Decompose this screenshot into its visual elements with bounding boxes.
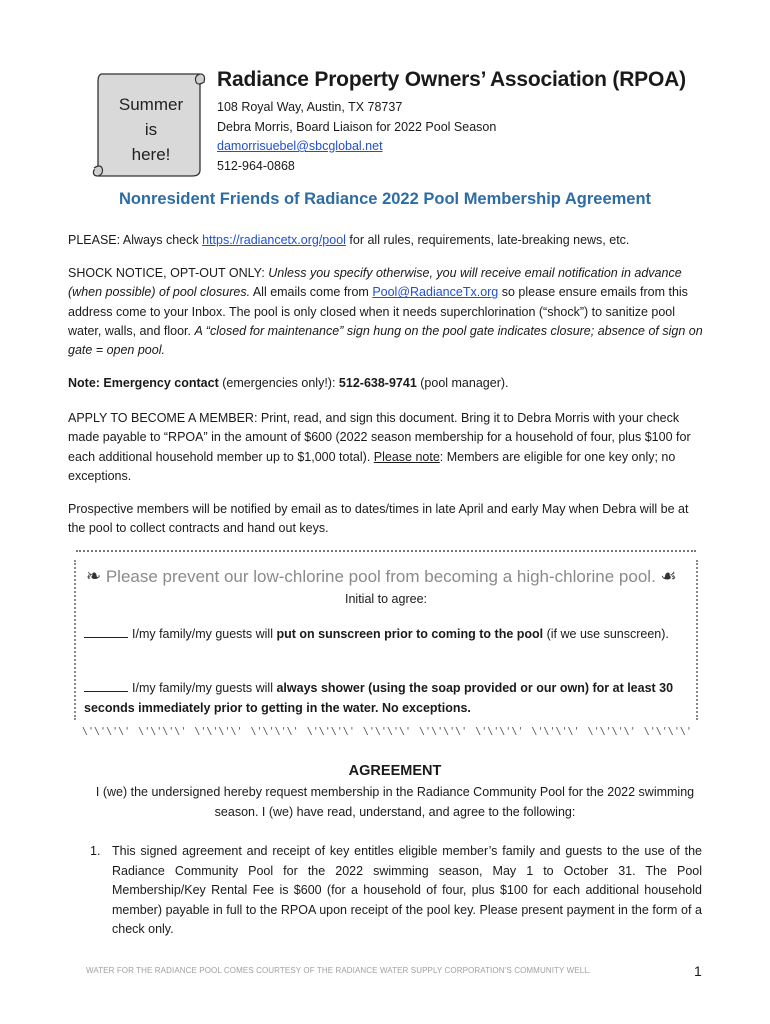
ornament-left-icon: ❧	[86, 566, 102, 586]
summer-scroll-banner	[88, 66, 206, 184]
emergency-paragraph	[68, 374, 704, 393]
shock-lead: SHOCK NOTICE, OPT-OUT ONLY:	[68, 266, 269, 280]
emergency-mid: (emergencies only!):	[218, 376, 339, 390]
box-border-top	[76, 550, 696, 558]
initial-label: Initial to agree:	[345, 592, 427, 606]
box-border-left	[74, 560, 80, 720]
chlorine-plea	[86, 566, 696, 587]
pool-email-link[interactable]: Pool@RadianceTx.org	[372, 285, 499, 300]
page-number: 1	[694, 963, 702, 979]
document-title: Nonresident Friends of Radiance 2022 Pool Membership Agreement	[118, 190, 652, 208]
please-prefix: PLEASE: Always check	[68, 233, 203, 247]
plea-text: Please prevent our low-chlorine pool from becoming a high-chlorine pool.	[105, 567, 656, 586]
emergency-label: Note: Emergency contact	[68, 376, 219, 390]
org-address: 108 Royal Way, Austin, TX 78737	[217, 100, 403, 114]
rules-link[interactable]: https://radiancetx.org/pool	[202, 233, 346, 247]
item-1-number: 1.	[90, 844, 101, 858]
apply-text: APPLY TO BECOME A MEMBER: Print, read, and sign this document. Bring it to Debra Morris with your check made payable to “RPOA” in the amount of $600 (2022 season membership for a household of four, plus $100 for each additional household member up to $1,000 total).	[68, 411, 691, 464]
box-border-right	[696, 560, 702, 720]
box-border-bottom: \'\'\'\' \'\'\'\' \'\'\'\' \'\'\'\' \'\'\'\' \'\'\'\' \'\'\'\' \'\'\'\' \'\'\'\' \'\'\'\' \'\'\'\'	[82, 726, 692, 737]
shower-initial-field[interactable]	[84, 680, 128, 692]
pledge1-pre: I/my family/my guests will	[132, 627, 277, 641]
pledge2-bold: always shower (using the soap provided or our own) for at least 30 seconds immediately prior to getting in the water. No exceptions.	[84, 681, 674, 715]
prospective-paragraph: Prospective members will be notified by email as to dates/times in late April and early May when Debra will be at the pool to collect contracts and hand out keys.	[68, 502, 689, 536]
ornament-right-icon: ☙	[660, 566, 677, 586]
emergency-phone: 512-638-9741	[338, 376, 417, 390]
shock-italic-1: Unless you specify otherwise, you will receive email notification in advance (when possible) of pool closures.	[68, 266, 682, 300]
apply-paragraph	[68, 409, 704, 486]
letterhead	[217, 68, 737, 176]
shock-rest: so please ensure emails from this address come to your Inbox. The pool is only closed when it needs superchlorination (“shock”) to sanitize pool water, walls, and floor.	[68, 285, 688, 338]
scroll-line-2: is	[144, 120, 158, 139]
scroll-line-1: Summer	[118, 95, 184, 114]
item-1-text: This signed agreement and receipt of key entitles eligible member’s family and guests to the use of the Radiance Community Pool for the 2022 swimming season, May 1 to October 31. The Pool Membership/Key Rental Fee is $600 (for a household of four, plus $100 for each additional household member) payable in full to the RPOA upon receipt of the pool key. Please present payment in the form of a check only.	[112, 844, 702, 936]
sunscreen-pledge	[84, 624, 684, 644]
shower-pledge	[84, 678, 684, 718]
shock-italic-2: A “closed for maintenance” sign hung on the pool gate indicates closure; absence of sign on gate = open pool.	[68, 323, 703, 358]
agreement-intro: I (we) the undersigned hereby request membership in the Radiance Community Pool for the 2022 swimming season. I (we) have read, understand, and agree to the following:	[95, 785, 695, 819]
footer-note: WATER FOR THE RADIANCE POOL COMES COURTESY OF THE RADIANCE WATER SUPPLY CORPORATION’S COMMUNITY WELL.	[86, 966, 592, 975]
pledge1-bold: put on sunscreen prior to coming to the pool	[276, 627, 544, 641]
please-paragraph	[68, 231, 704, 250]
shock-mid: All emails come from	[250, 285, 373, 300]
apply-note-rest: : Members are eligible for one key only; no exceptions.	[68, 449, 676, 483]
agreement-item-1	[90, 842, 702, 940]
pledge2-pre: I/my family/my guests will	[132, 681, 277, 695]
scroll-text	[100, 92, 202, 167]
org-name: Radiance Property Owners’ Association (RPOA)	[217, 68, 686, 91]
apply-note-label: Please note	[373, 449, 440, 464]
sunscreen-initial-field[interactable]	[84, 626, 128, 638]
liaison-line: Debra Morris, Board Liaison for 2022 Pool Season	[217, 119, 497, 134]
agreement-heading: AGREEMENT	[348, 763, 442, 779]
scroll-line-3: here!	[131, 145, 171, 164]
shock-notice-paragraph	[68, 264, 704, 360]
please-suffix: for all rules, requirements, late-breaking news, etc.	[345, 233, 630, 247]
emergency-suffix: (pool manager).	[416, 376, 509, 390]
liaison-email-link[interactable]: damorrisuebel@sbcglobal.net	[217, 139, 383, 153]
liaison-phone: 512-964-0868	[217, 158, 295, 173]
pledge1-post: (if we use sunscreen).	[543, 627, 669, 641]
chlorine-notice-box	[70, 550, 702, 740]
